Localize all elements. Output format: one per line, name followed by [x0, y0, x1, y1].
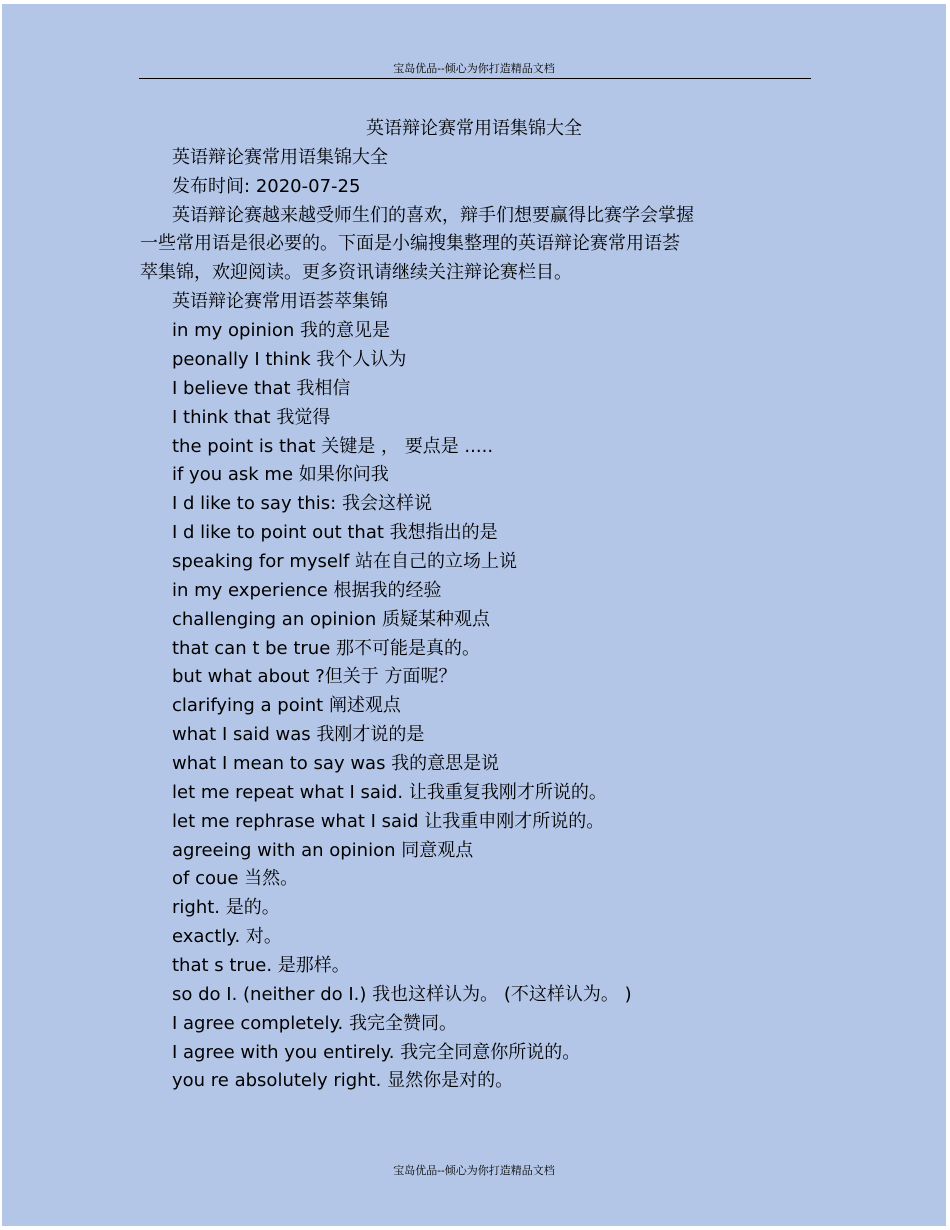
- phrase-line: let me rephrase what I said 让我重申刚才所说的。: [172, 811, 605, 832]
- header-divider: [139, 78, 811, 79]
- section-heading: 英语辩论赛常用语荟萃集锦: [172, 291, 388, 312]
- intro-line-1: 英语辩论赛越来越受师生们的喜欢，辩手们想要赢得比赛学会掌握: [172, 205, 694, 226]
- phrase-line: in my experience 根据我的经验: [172, 580, 442, 601]
- publish-label: 发布时间:: [172, 176, 251, 197]
- phrase-line: I agree with you entirely. 我完全同意你所说的。: [172, 1042, 581, 1063]
- intro-line-3: 萃集锦，欢迎阅读。更多资讯请继续关注辩论赛栏目。: [140, 262, 572, 283]
- page-footer: 宝岛优品--倾心为你打造精品文档: [393, 1164, 555, 1177]
- phrase-line: challenging an opinion 质疑某种观点: [172, 609, 490, 630]
- document-subtitle: 英语辩论赛常用语集锦大全: [172, 147, 388, 168]
- phrase-line: right. 是的。: [172, 897, 280, 918]
- document-title: 英语辩论赛常用语集锦大全: [366, 118, 582, 139]
- phrase-line: but what about ?但关于 方面呢？: [172, 666, 457, 687]
- phrase-line: in my opinion 我的意见是: [172, 320, 391, 341]
- publish-info: [172, 175, 360, 199]
- phrase-line: I d like to point out that 我想指出的是: [172, 522, 498, 543]
- phrase-line: I d like to say this: 我会这样说: [172, 493, 432, 514]
- phrase-line: let me repeat what I said. 让我重复我刚才所说的。: [172, 782, 607, 803]
- phrase-line: I believe that 我相信: [172, 378, 351, 399]
- phrase-line: of coue 当然。: [172, 868, 299, 889]
- phrase-line: if you ask me 如果你问我: [172, 464, 389, 485]
- intro-line-2: 一些常用语是很必要的。下面是小编搜集整理的英语辩论赛常用语荟: [140, 233, 680, 254]
- phrase-line: clarifying a point 阐述观点: [172, 695, 401, 716]
- phrase-line: speaking for myself 站在自己的立场上说: [172, 551, 518, 572]
- phrase-line: so do I. (neither do I.) 我也这样认为。 (不这样认为。 ): [172, 984, 632, 1005]
- document-page: [2, 4, 946, 1226]
- phrase-line: what I mean to say was 我的意思是说: [172, 753, 500, 774]
- page-header: 宝岛优品--倾心为你打造精品文档: [393, 62, 555, 75]
- phrase-line: that s true. 是那样。: [172, 955, 350, 976]
- phrase-line: I agree completely. 我完全赞同。: [172, 1013, 457, 1034]
- phrase-line: what I said was 我刚才说的是: [172, 724, 425, 745]
- phrase-line: peonally I think 我个人认为: [172, 349, 407, 370]
- phrase-line: you re absolutely right. 显然你是对的。: [172, 1070, 514, 1091]
- phrase-line: the point is that 关键是 ， 要点是 .....: [172, 436, 494, 457]
- phrase-line: that can t be true 那不可能是真的。: [172, 638, 480, 659]
- phrase-line: exactly. 对。: [172, 926, 282, 947]
- publish-date: 2020-07-25: [255, 176, 361, 197]
- phrase-line: I think that 我觉得: [172, 407, 331, 428]
- phrase-line: agreeing with an opinion 同意观点: [172, 840, 474, 861]
